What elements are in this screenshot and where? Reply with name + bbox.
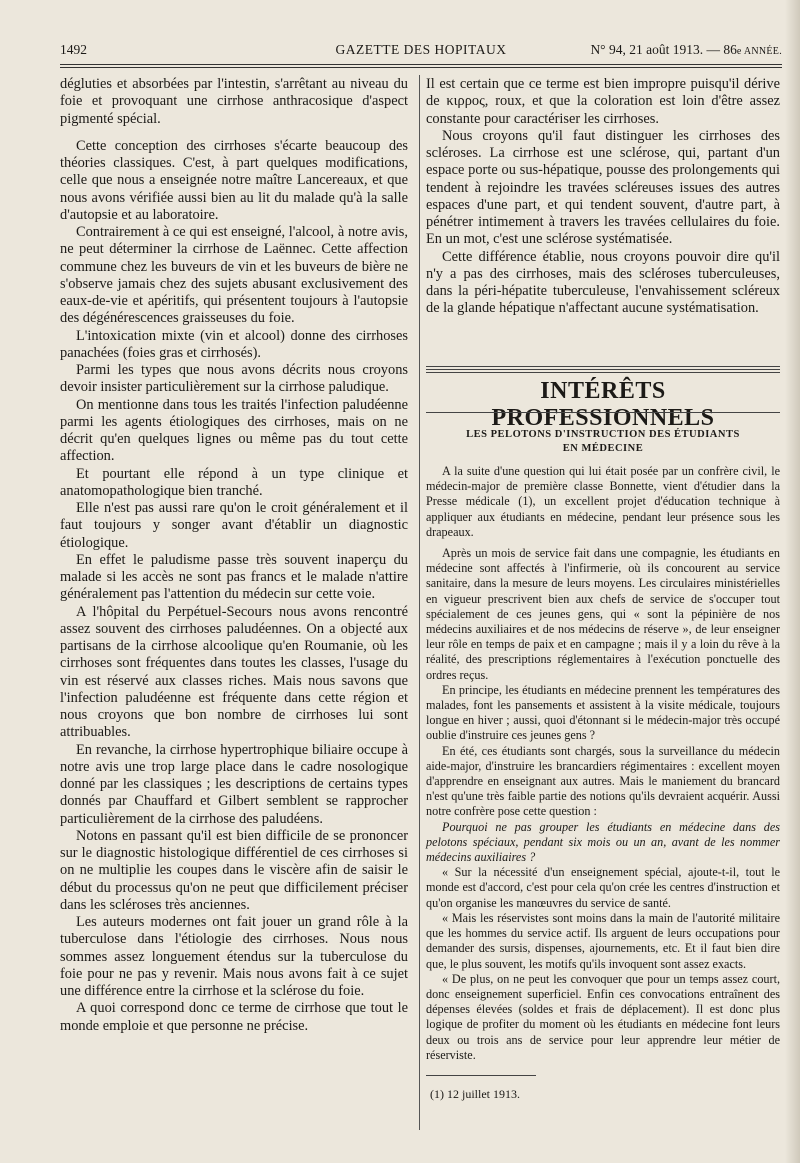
paragraph: En effet le paludisme passe très souvent inaperçu du malade si les accès ne sont pas francs et le malade n'attire généralement pas l'attention du médecin sur cette voie. bbox=[60, 551, 408, 603]
paragraph: On mentionne dans tous les traités l'infection paludéenne parmi les agents étiologiques des cirrhoses, mais on ne décrit qu'en quelques lignes ou même pas du tout cette affection. bbox=[60, 396, 408, 465]
page-number: 1492 bbox=[60, 42, 87, 57]
footnote-rule bbox=[426, 1075, 536, 1076]
page-header bbox=[60, 38, 782, 62]
section-title: INTÉRÊTS PROFESSIONNELS bbox=[491, 378, 715, 431]
right-column-top bbox=[426, 76, 780, 318]
paragraph: Et pourtant elle répond à un type clinique et anatomopathologique bien tranché. bbox=[60, 465, 408, 499]
paragraph: Contrairement à ce qui est enseigné, l'alcool, à notre avis, ne peut déterminer la cirrhose de Laënnec. Cette affection commune chez les buveurs de vin et les buveurs de bière ne s'observe jamais chez des sujets abusant exclusivement des eaux-de-vie et apéritifs, qui présentent toujours à l'autopsie des dégénérescences graisseuses du foie. bbox=[60, 224, 408, 327]
question-paragraph: Pourquoi ne pas grouper les étudiants en médecine dans des pelotons spéciaux, pendant six mois ou un an, avant de les nommer médecins auxiliaires ? bbox=[426, 819, 780, 865]
paragraph: Elle n'est pas aussi rare qu'on le croit généralement et il faut toujours y songer avant d'établir un diagnostic étiologique. bbox=[60, 500, 408, 551]
paragraph: Cette différence établie, nous croyons pouvoir dire qu'il n'y a pas des cirrhoses, mais des scléroses tuberculeuses, dans la péri-hépatite tuberculeuse, l'envahissement scléreux de la glande hépatique n'affectant aucune systématisation. bbox=[426, 248, 780, 317]
journal-title: GAZETTE DES HOPITAUX bbox=[335, 42, 507, 57]
paragraph: A l'hôpital du Perpétuel-Secours nous avons rencontré assez souvent des cirrhoses paludéennes. On a objecté aux partisans de la cirrhose alcoolique qu'en Roumanie, où les cirrhoses sont fréquentes dans toutes les classes, l'usage du vin est réservé aux classes riches. Mais nous savons que l'infection paludéenne est fréquente dans cette région et nous croyons que bon nombre de cirrhoses lui sont attribuables. bbox=[60, 603, 408, 741]
paragraph: Nous croyons qu'il faut distinguer les cirrhoses des scléroses. La cirrhose est une sclérose, qui, partant d'un espace porte ou sus-hépatique, pousse des prolongements qui tendent à rejoindre les travées scléreuses issues des autres espaces d'une part, et qui tendent souvent, d'autre part, à pénétrer intimement à travers les travées cellulaires du foie. En un mot, c'est une sclérose systématisée. bbox=[426, 127, 780, 248]
paragraph: Notons en passant qu'il est bien difficile de se prononcer sur le diagnostic histologique différentiel de ces cirrhoses si on ne multiplie les coupes dans le viscère afin de saisir le début du processus qu'on ne peut que difficilement préciser dans les scléroses très anciennes. bbox=[60, 827, 408, 913]
paragraph: Cette conception des cirrhoses s'écarte beaucoup des théories classiques. C'est, à part quelques modifications, celle que nous a enseignée notre maître Lancereaux, et que nous avons vérifiée aussi bien au lit du malade qu'à la salle d'autopsie et au laboratoire. bbox=[60, 137, 408, 223]
issue-info: N° 94, 21 août 1913. — 86e ANNÉE. bbox=[590, 42, 782, 57]
paragraph: Après un mois de service fait dans une compagnie, les étudiants en médecine sont affectés à l'infirmerie, où ils concourent au service sanitaire, dans la mesure de leurs moyens. Les circulaires ministérielles en vigueur prescrivent bien aux chefs de service de s'occuper tout spécialement de ces jeunes gens, qui « sont la pépinière de nos médecins auxiliaires et de nos médecins de réserve », de leur enseigner leur rôle en temps de paix et en campagne ; mais il y a loin du rêve à la réalité, des prescriptions réglementaires à l'exécution ponctuelle des ordres reçus. bbox=[426, 546, 780, 682]
paragraph: A la suite d'une question qui lui était posée par un confrère civil, le médecin-major de première classe Bonnette, vient d'étudier dans la Presse médicale (1), un excellent projet d'éducation technique à appliquer aux étudiants en médecine, pendant leur présence sous les drapeaux. bbox=[426, 464, 780, 539]
paragraph: Parmi les types que nous avons décrits nous croyons devoir insister particulièrement sur la cirrhose paludique. bbox=[60, 362, 408, 396]
page-edge-shadow bbox=[785, 0, 800, 1163]
section-rule bbox=[426, 366, 780, 375]
paragraph: En principe, les étudiants en médecine prennent les températures des malades, font les pansements et assistent à la visite médicale, toujours longue en hiver ; aussi, quoi d'étonnant si le médecin-major très occupé oublie d'instruire ces jeunes gens ? bbox=[426, 682, 780, 743]
paragraph: Il est certain que ce terme est bien impropre puisqu'il dérive de κιρρος, roux, et que la coloration est loin d'être assez constante pour caractériser les cirrhoses. bbox=[426, 76, 780, 127]
paragraph: dégluties et absorbées par l'intestin, s'arrêtant au niveau du foie et provoquant une cirrhose anthracosique d'aspect pigmenté spécial. bbox=[60, 76, 408, 127]
left-column bbox=[60, 76, 408, 1035]
paragraph: En revanche, la cirrhose hypertrophique biliaire occupe à notre avis une trop large place dans le cadre nosologique donné par les classiques ; les descriptions de certains types donnés par Chauffard et Gilbert semblent se rapprocher particulièrement de la cirrhose des paludéens. bbox=[60, 741, 408, 827]
footnote: (1) 12 juillet 1913. bbox=[430, 1087, 520, 1101]
paragraph: A quoi correspond donc ce terme de cirrhose que tout le monde emploie et que personne ne précise. bbox=[60, 1000, 408, 1034]
paragraph: L'intoxication mixte (vin et alcool) donne des cirrhoses panachées (foies gras et cirrhosés). bbox=[60, 327, 408, 361]
paragraph: « De plus, on ne peut les convoquer que pour un temps assez court, donc enseignement superficiel. Enfin ces convocations entraînent des dépenses élevées (soldes et frais de déplacement). Il est donc plus logique de profiter du moment où les étudiants en médecine font leurs deux ou trois ans de service pour leur apprendre leur métier de réserviste. bbox=[426, 971, 780, 1062]
header-rule-2 bbox=[60, 67, 782, 68]
paragraph: « Sur la nécessité d'un enseignement spécial, ajoute-t-il, tout le monde est d'accord, c'est pour cela qu'on crée les centres d'instruction et qu'on organise les manœuvres du service de santé. bbox=[426, 865, 780, 910]
paragraph: Les auteurs modernes ont fait jouer un grand rôle à la tuberculose dans l'étiologie des cirrhoses. Nous nous sommes assez longuement étendus sur la tuberculose du foie pour ne pas y revenir. Mais nous avons fait à ce sujet une différence entre la cirrhose et la sclérose du foie. bbox=[60, 914, 408, 999]
header-rule bbox=[60, 64, 782, 65]
column-divider bbox=[419, 75, 420, 1130]
title-underline bbox=[426, 412, 780, 415]
paragraph: « Mais les réservistes sont moins dans la main de l'autorité militaire que les hommes du service actif. Ils arguent de leurs occupations pour demander des sursis, dispenses, ajournements, etc. Et il faut bien dire que, le plus souvent, les motifs qu'ils invoquent sont assez exacts. bbox=[426, 910, 780, 971]
article-title: LES PELOTONS D'INSTRUCTION DES ÉTUDIANTS EN MÉDECINE bbox=[466, 429, 740, 454]
article-body bbox=[426, 464, 780, 1063]
paragraph: En été, ces étudiants sont chargés, sous la surveillance du médecin aide-major, d'instruire les brancardiers régimentaires : excellent moyen d'apprendre en enseignant aux autres. Mais le maniement du brancard n'est qu'une très faible partie des notions qu'ils devraient acquérir. Aussi notre confrère pose cette question : bbox=[426, 743, 780, 819]
